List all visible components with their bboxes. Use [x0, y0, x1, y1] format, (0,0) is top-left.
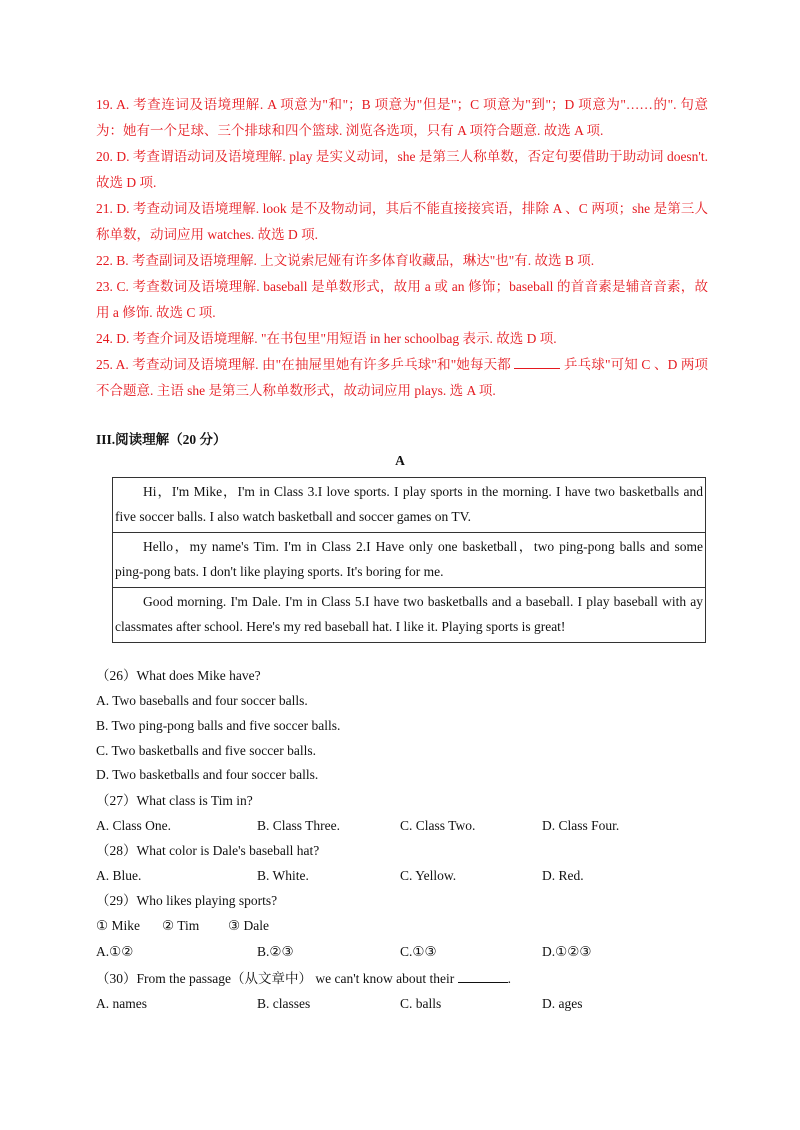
q26-option-c: C. Two basketballs and five soccer balls.: [96, 743, 317, 758]
passage-mike: Hi，I'm Mike，I'm in Class 3.I love sports. I play sports in the morning. I have two basketballs and five soccer balls. I also watch basketball and soccer games on TV.: [113, 478, 706, 533]
q28-option-b: B. White.: [257, 868, 309, 883]
q28-option-d: D. Red.: [542, 868, 584, 883]
q30-option-d: D. ages: [542, 996, 583, 1011]
q30-option-b: B. classes: [257, 996, 311, 1011]
q27-option-b: B. Class Three.: [257, 818, 340, 833]
question-30-text: （30）From the passage（从文章中） we can't know about their: [96, 971, 455, 986]
passage-label: A: [395, 453, 405, 468]
passage-row: [113, 478, 706, 533]
answer-20: 20. D. 考查谓语动词及语境理解. play 是实义动词，she 是第三人称单数，否定句要借助于助动词 doesn't. 故选 D 项.: [96, 149, 708, 190]
question-26: （26）What does Mike have?: [96, 668, 261, 683]
q29-option-d: D.①②③: [542, 944, 592, 959]
question-30: [96, 969, 511, 989]
q29-choice-tim: ② Tim: [162, 918, 200, 933]
answer-21: 21. D. 考查动词及语境理解. look 是不及物动词，其后不能直接接宾语，排除 A 、C 两项；she 是第三人称单数，动词应用 watches. 故选 D 项.: [96, 201, 708, 242]
answer-25-part1: 25. A. 考查动词及语境理解. 由"在抽屉里她有许多乒乓球"和"她每天都: [96, 357, 511, 372]
q30-option-a: A. names: [96, 996, 147, 1011]
answer-24: 24. D. 考查介词及语境理解. "在书包里"用短语 in her schoolbag 表示. 故选 D 项.: [96, 331, 557, 346]
passage-table: [112, 477, 706, 643]
q28-option-c: C. Yellow.: [400, 868, 457, 883]
passage-row: [113, 533, 706, 588]
answer-22: 22. B. 考查副词及语境理解. 上文说索尼娅有许多体育收藏品，琳达"也"有. 故选 B 项.: [96, 253, 595, 268]
answer-25: [96, 352, 708, 404]
q26-option-d: D. Two basketballs and four soccer balls.: [96, 767, 319, 782]
answer-explanations: [96, 92, 708, 404]
q29-option-c: C.①③: [400, 944, 437, 959]
q27-option-c: C. Class Two.: [400, 818, 476, 833]
q30-option-c: C. balls: [400, 996, 442, 1011]
passage-row: [113, 588, 706, 643]
question-27: （27）What class is Tim in?: [96, 793, 253, 808]
q27-option-a: A. Class One.: [96, 818, 171, 833]
question-30-end: .: [507, 971, 511, 986]
answer-25-part2: 乒乓球"可知 C 、D 两项不合题意. 主语 she 是第三人称单数形式，故动词应用 plays. 选 A 项.: [96, 357, 709, 398]
passage-dale: Good morning. I'm Dale. I'm in Class 5.I have two basketballs and a baseball. I play baseball with ay classmates after school. Here's my red baseball hat. I like it. Playing sports is great!: [113, 588, 706, 643]
q27-option-d: D. Class Four.: [542, 818, 620, 833]
q29-choice-mike: ① Mike: [96, 918, 140, 933]
section-title: III.阅读理解（20 分）: [96, 432, 227, 447]
question-30-blank: [458, 970, 508, 983]
q29-option-b: B.②③: [257, 944, 294, 959]
q28-option-a: A. Blue.: [96, 868, 142, 883]
q29-choice-dale: ③ Dale: [228, 918, 269, 933]
q26-option-b: B. Two ping-pong balls and five soccer balls.: [96, 718, 341, 733]
answer-25-blank: [514, 356, 560, 369]
q26-option-a: A. Two baseballs and four soccer balls.: [96, 693, 308, 708]
q29-option-a: A.①②: [96, 944, 134, 959]
passage-tim: Hello，my name's Tim. I'm in Class 2.I Have only one basketball，two ping-pong balls and some ping-pong bats. I don't like playing sports. It's boring for me.: [113, 533, 706, 588]
answer-19: 19. A. 考查连词及语境理解. A 项意为"和"；B 项意为"但是"；C 项意为"到"；D 项意为"……的". 句意为：她有一个足球、三个排球和四个篮球. 浏览各选项，只有 A 项符合题意. 故选 A 项.: [96, 97, 708, 138]
question-29: （29）Who likes playing sports?: [96, 893, 278, 908]
question-28: （28）What color is Dale's baseball hat?: [96, 843, 320, 858]
answer-23: 23. C. 考查数词及语境理解. baseball 是单数形式，故用 a 或 an 修饰；baseball 的首音素是辅音音素，故用 a 修饰. 故选 C 项.: [96, 279, 708, 320]
